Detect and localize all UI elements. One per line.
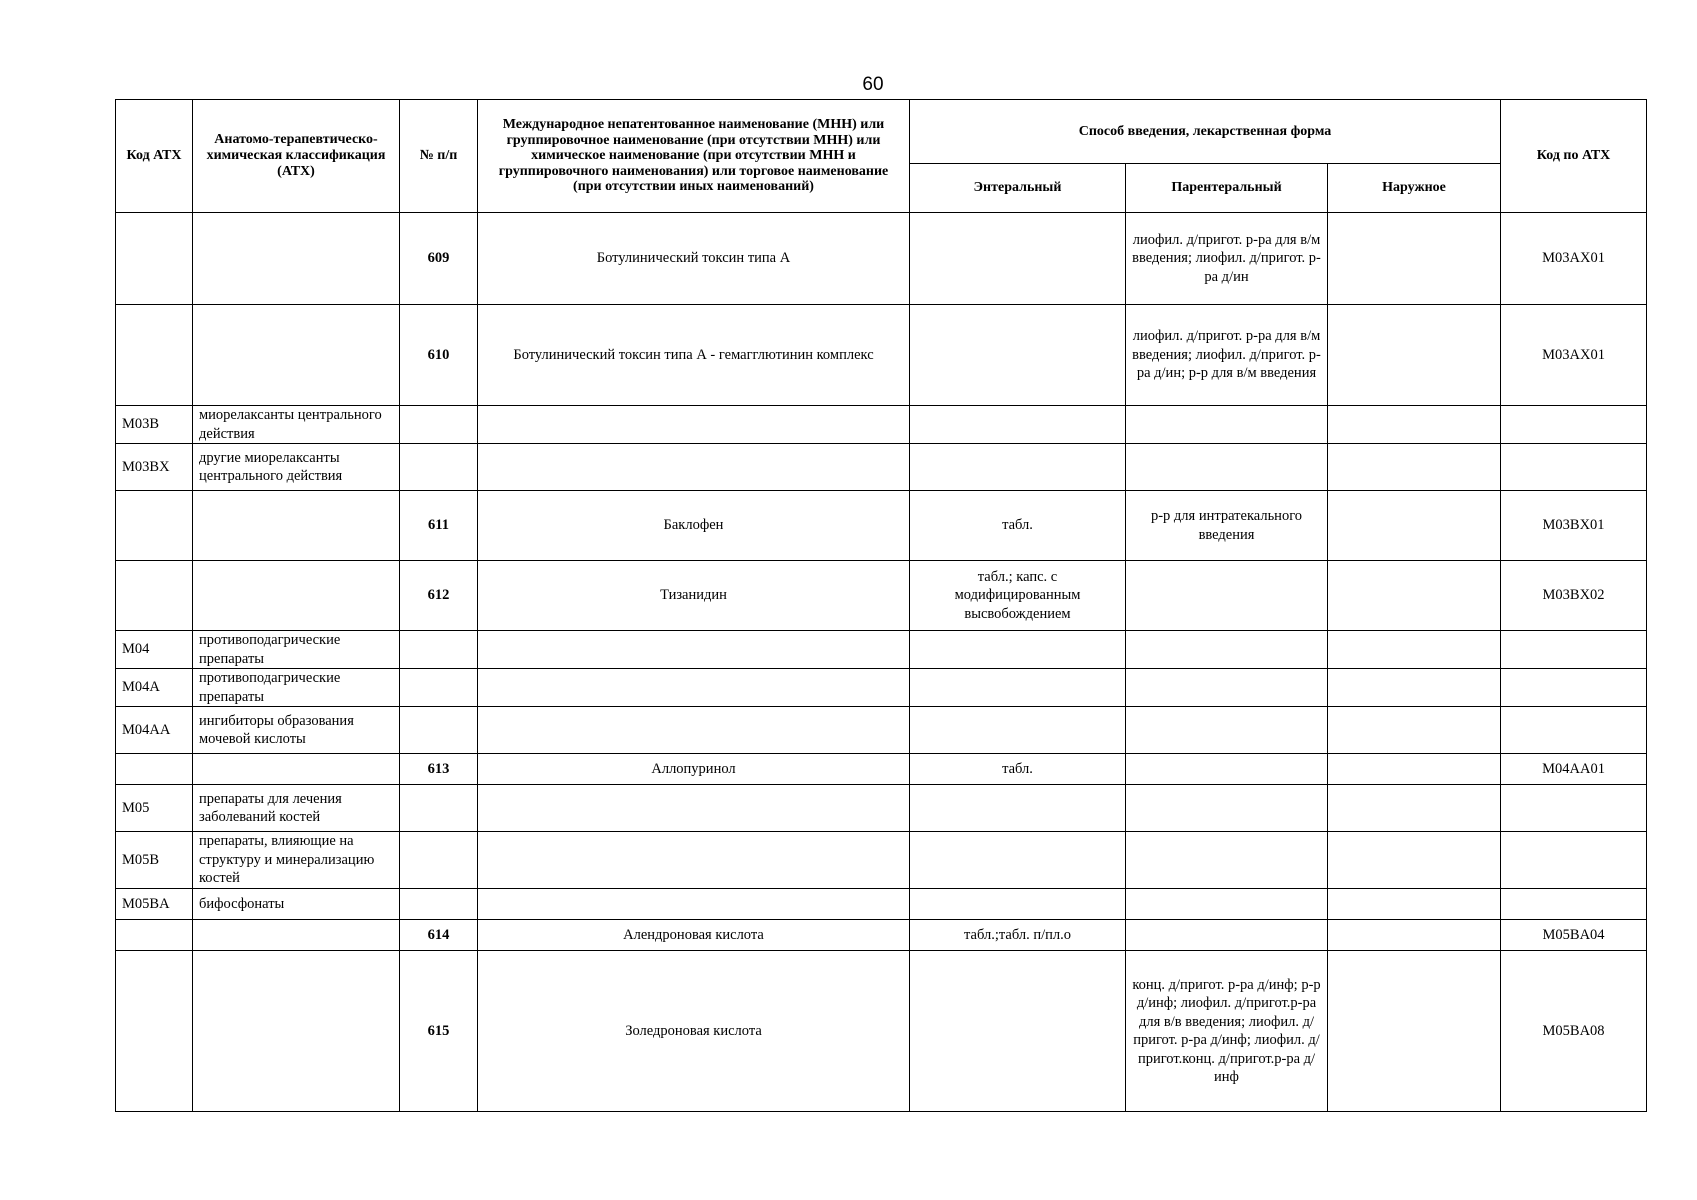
parenteral-form-cell	[1126, 561, 1328, 631]
number-cell: 615	[400, 951, 478, 1112]
number-cell: 610	[400, 305, 478, 406]
number-cell	[400, 832, 478, 889]
classification-cell: миорелаксанты центрального действия	[193, 406, 400, 444]
number-cell: 614	[400, 920, 478, 951]
parenteral-form-cell	[1126, 631, 1328, 669]
number-cell: 612	[400, 561, 478, 631]
number-cell: 613	[400, 754, 478, 785]
enteral-form-cell: табл.	[910, 491, 1126, 561]
number-cell	[400, 631, 478, 669]
number-cell: 611	[400, 491, 478, 561]
enteral-form-cell	[910, 305, 1126, 406]
atc-code-cell: M05BA08	[1501, 951, 1647, 1112]
atx-code-cell: M03BX	[116, 444, 193, 491]
classification-cell: препараты для лечения заболеваний костей	[193, 785, 400, 832]
external-form-cell	[1328, 669, 1501, 707]
number-cell	[400, 707, 478, 754]
classification-cell	[193, 754, 400, 785]
table-row	[116, 444, 1647, 491]
drug-name-cell	[478, 669, 910, 707]
table-row	[116, 951, 1647, 1112]
classification-cell	[193, 561, 400, 631]
classification-cell	[193, 305, 400, 406]
header-enteral: Энтеральный	[910, 164, 1126, 213]
enteral-form-cell	[910, 951, 1126, 1112]
atx-code-cell	[116, 754, 193, 785]
atx-code-cell: M03B	[116, 406, 193, 444]
drug-name-cell	[478, 889, 910, 920]
atx-code-cell	[116, 920, 193, 951]
external-form-cell	[1328, 889, 1501, 920]
parenteral-form-cell	[1126, 669, 1328, 707]
header-number: № п/п	[400, 100, 478, 213]
table-row	[116, 305, 1647, 406]
drug-name-cell	[478, 631, 910, 669]
drug-name-cell	[478, 785, 910, 832]
number-cell	[400, 444, 478, 491]
external-form-cell	[1328, 631, 1501, 669]
number-cell	[400, 785, 478, 832]
header-parenteral: Парентеральный	[1126, 164, 1328, 213]
atx-code-cell: M04A	[116, 669, 193, 707]
enteral-form-cell: табл.;табл. п/пл.о	[910, 920, 1126, 951]
enteral-form-cell	[910, 707, 1126, 754]
external-form-cell	[1328, 754, 1501, 785]
classification-cell: другие миорелаксанты центрального действия	[193, 444, 400, 491]
drug-name-cell	[478, 444, 910, 491]
number-cell	[400, 406, 478, 444]
classification-cell: ингибиторы образования мочевой кислоты	[193, 707, 400, 754]
table-row	[116, 754, 1647, 785]
number-cell: 609	[400, 213, 478, 305]
parenteral-form-cell: лиофил. д/пригот. р-ра для в/м введения; лиофил. д/пригот. р-ра д/ин; р-р для в/м введения	[1126, 305, 1328, 406]
classification-cell: противоподагрические препараты	[193, 631, 400, 669]
drug-name-cell	[478, 832, 910, 889]
atx-code-cell	[116, 213, 193, 305]
enteral-form-cell	[910, 444, 1126, 491]
number-cell	[400, 669, 478, 707]
classification-cell	[193, 920, 400, 951]
header-route-group: Способ введения, лекарственная форма	[910, 100, 1501, 164]
classification-cell	[193, 213, 400, 305]
parenteral-form-cell	[1126, 785, 1328, 832]
external-form-cell	[1328, 707, 1501, 754]
table-row	[116, 832, 1647, 889]
table-row	[116, 669, 1647, 707]
drug-name-cell: Баклофен	[478, 491, 910, 561]
classification-cell: бифосфонаты	[193, 889, 400, 920]
drug-name-cell: Ботулинический токсин типа А	[478, 213, 910, 305]
atc-code-cell: M05BA04	[1501, 920, 1647, 951]
atc-code-cell	[1501, 785, 1647, 832]
atc-code-cell: M04AA01	[1501, 754, 1647, 785]
atc-code-cell: M03BX01	[1501, 491, 1647, 561]
external-form-cell	[1328, 951, 1501, 1112]
external-form-cell	[1328, 785, 1501, 832]
drug-name-cell: Алендроновая кислота	[478, 920, 910, 951]
header-classification: Анатомо-терапевтическо-химическая классификация (АТХ)	[193, 100, 400, 213]
atx-code-cell: M04	[116, 631, 193, 669]
external-form-cell	[1328, 406, 1501, 444]
table-row	[116, 631, 1647, 669]
table-row	[116, 406, 1647, 444]
table-row	[116, 707, 1647, 754]
classification-cell: противоподагрические препараты	[193, 669, 400, 707]
atx-code-cell	[116, 951, 193, 1112]
atx-code-cell	[116, 305, 193, 406]
external-form-cell	[1328, 305, 1501, 406]
number-cell	[400, 889, 478, 920]
table-row	[116, 785, 1647, 832]
external-form-cell	[1328, 444, 1501, 491]
parenteral-form-cell: конц. д/пригот. р-ра д/инф; р-р д/инф; лиофил. д/пригот.р-ра для в/в введения; лиофил. д/пригот. р-ра д/инф; лиофил. д/пригот.конц. д/пригот.р-ра д/инф	[1126, 951, 1328, 1112]
table-row	[116, 213, 1647, 305]
header-atx-code: Код АТХ	[116, 100, 193, 213]
enteral-form-cell	[910, 889, 1126, 920]
drug-name-cell	[478, 406, 910, 444]
external-form-cell	[1328, 213, 1501, 305]
header-atx-code-by: Код по АТХ	[1501, 100, 1647, 213]
atx-code-cell: M04AA	[116, 707, 193, 754]
enteral-form-cell	[910, 832, 1126, 889]
drug-name-cell	[478, 707, 910, 754]
parenteral-form-cell	[1126, 920, 1328, 951]
classification-cell	[193, 491, 400, 561]
atc-code-cell	[1501, 631, 1647, 669]
atx-drug-table	[115, 99, 1647, 1112]
atc-code-cell: M03AX01	[1501, 213, 1647, 305]
table-row	[116, 491, 1647, 561]
atc-code-cell	[1501, 444, 1647, 491]
table-row	[116, 561, 1647, 631]
parenteral-form-cell	[1126, 832, 1328, 889]
parenteral-form-cell	[1126, 889, 1328, 920]
atx-code-cell	[116, 561, 193, 631]
drug-name-cell: Аллопуринол	[478, 754, 910, 785]
parenteral-form-cell: лиофил. д/пригот. р-ра для в/м введения; лиофил. д/пригот. р-ра д/ин	[1126, 213, 1328, 305]
header-name: Международное непатентованное наименование (МНН) или группировочное наименование (при отсутствии МНН) или химическое наименование (при отсутствии МНН и группировочного наименования) или торговое наименование (при отсутствии иных наименований)	[478, 100, 910, 213]
parenteral-form-cell	[1126, 754, 1328, 785]
atc-code-cell	[1501, 669, 1647, 707]
atc-code-cell: M03BX02	[1501, 561, 1647, 631]
parenteral-form-cell: р-р для интратекального введения	[1126, 491, 1328, 561]
enteral-form-cell	[910, 213, 1126, 305]
atc-code-cell	[1501, 889, 1647, 920]
enteral-form-cell	[910, 631, 1126, 669]
atx-code-cell: M05BA	[116, 889, 193, 920]
parenteral-form-cell	[1126, 707, 1328, 754]
external-form-cell	[1328, 920, 1501, 951]
enteral-form-cell	[910, 785, 1126, 832]
atc-code-cell	[1501, 406, 1647, 444]
atc-code-cell	[1501, 832, 1647, 889]
table-row	[116, 889, 1647, 920]
parenteral-form-cell	[1126, 444, 1328, 491]
enteral-form-cell	[910, 669, 1126, 707]
header-external: Наружное	[1328, 164, 1501, 213]
page-number: 60	[862, 74, 884, 95]
atx-code-cell: M05B	[116, 832, 193, 889]
parenteral-form-cell	[1126, 406, 1328, 444]
enteral-form-cell: табл.	[910, 754, 1126, 785]
enteral-form-cell: табл.; капс. с модифицированным высвобождением	[910, 561, 1126, 631]
atx-code-cell: M05	[116, 785, 193, 832]
external-form-cell	[1328, 832, 1501, 889]
drug-name-cell: Тизанидин	[478, 561, 910, 631]
atx-code-cell	[116, 491, 193, 561]
atc-code-cell: M03AX01	[1501, 305, 1647, 406]
enteral-form-cell	[910, 406, 1126, 444]
drug-name-cell: Ботулинический токсин типа А - гемагглютинин комплекс	[478, 305, 910, 406]
table-row	[116, 920, 1647, 951]
classification-cell	[193, 951, 400, 1112]
external-form-cell	[1328, 561, 1501, 631]
drug-name-cell: Золедроновая кислота	[478, 951, 910, 1112]
external-form-cell	[1328, 491, 1501, 561]
atc-code-cell	[1501, 707, 1647, 754]
classification-cell: препараты, влияющие на структуру и минерализацию костей	[193, 832, 400, 889]
